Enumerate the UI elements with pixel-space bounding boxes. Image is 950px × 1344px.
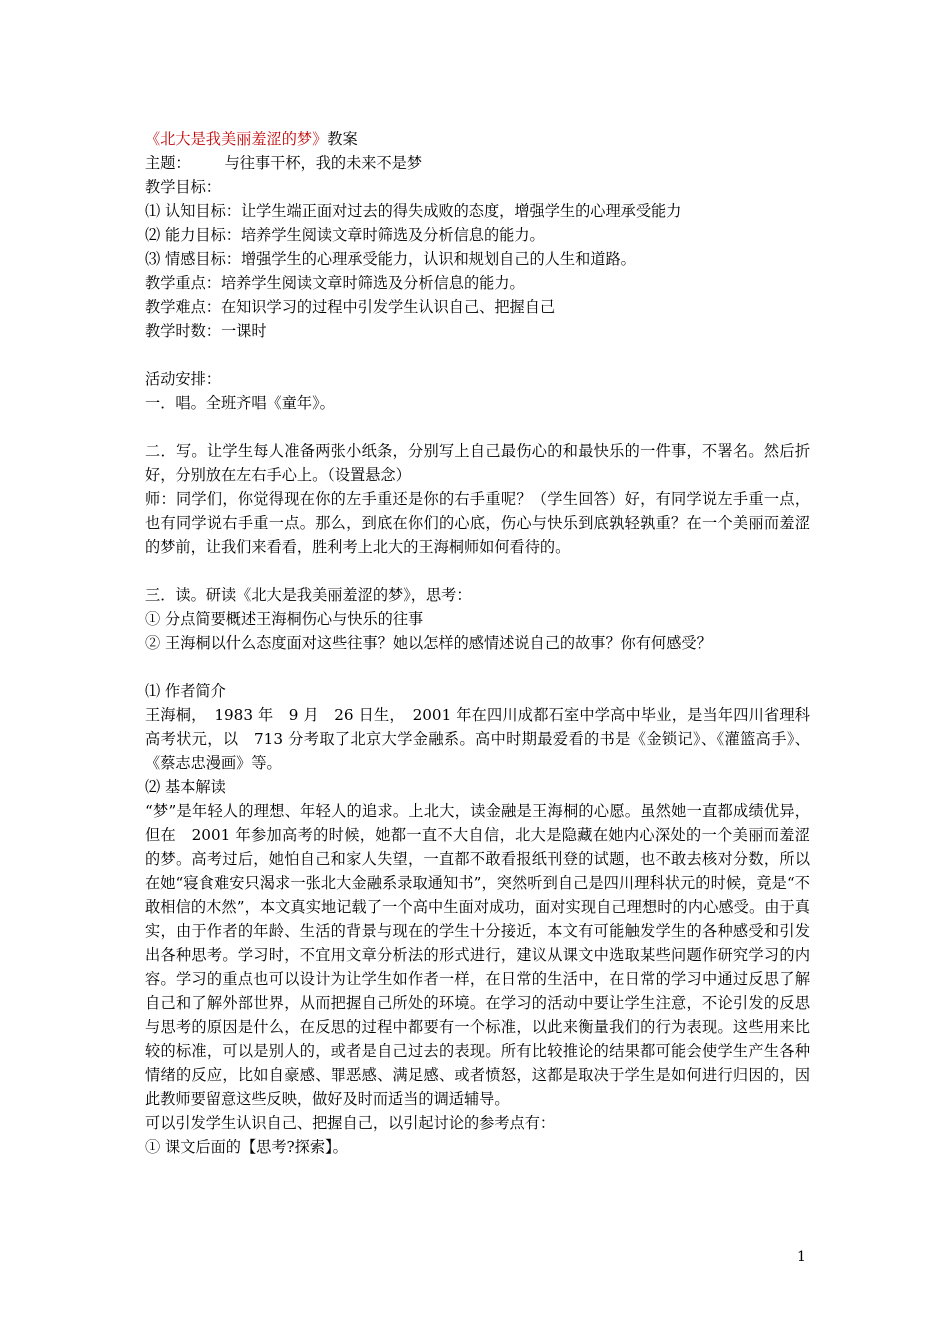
- activity-step-sing: 一．唱。全班齐唱《童年》。: [145, 394, 335, 412]
- discussion-intro: 可以引发学生认识自己、把握自己，以引起讨论的参考点有：: [145, 1114, 556, 1132]
- question-item-2: ② 王海桐以什么态度面对这些往事？她以怎样的感情述说自己的故事？你有何感受？: [145, 634, 712, 652]
- objective-ability: ⑵ 能力目标：培养学生阅读文章时筛选及分析信息的能力。: [145, 226, 545, 244]
- title-plain-text: 教案: [327, 130, 358, 148]
- spacer: [145, 415, 810, 439]
- objectives-heading: 教学目标：: [145, 178, 221, 196]
- activity-step-write: 二．写。让学生每人准备两张小纸条，分别写上自己最伤心的和最快乐的一件事，不署名。然后折好，分别放在左右手心上。（设置悬念）: [145, 442, 810, 484]
- reading-paragraph: “梦”是年轻人的理想、年轻人的追求。上北大，读金融是王海桐的心愿。虽然她一直都成绩优异，但在 2001 年参加高考的时候，她都一直不大自信，北大是隐藏在她内心深处的一个美丽而羞涩的梦。高考过后，她怕自己和家人失望，一直都不敢看报纸刊登的试题，也不敢去核对分数，所以在她“寝食难安只渴求一张北大金融系录取通知书”，突然听到自己是四川理科状元的时候，竟是“不敢相信的木然”，本文真实地记载了一个高中生面对成功，面对实现自己理想时的内心感受。由于真实，由于作者的年龄、生活的背景与现在的学生十分接近，本文有可能触发学生的各种感受和引发出各种思考。学习时，不宜用文章分析法的形式进行，建议从课文中选取某些问题作研究学习的内容。学习的重点也可以设计为让学生如作者一样，在日常的生活中，在日常的学习中通过反思了解自己和了解外部世界，从而把握自己所处的环境。在学习的活动中要让学生注意，不论引发的反思与思考的原因是什么，在反思的过程中都要有一个标准，以此来衡量我们的行为表现。这些用来比较的标准，可以是别人的，或者是自己过去的表现。所有比较推论的结果都可能会使学生产生各种情绪的反应，比如自豪感、罪恶感、满足感、或者愤怒，这都是取决于学生是如何进行归因的，因此教师要留意这些反映，做好及时而适当的调适辅导。: [145, 802, 810, 1108]
- activity-step-read: 三．读。研读《北大是我美丽羞涩的梦》，思考：: [145, 586, 472, 604]
- activities-heading: 活动安排：: [145, 370, 221, 388]
- teaching-difficulty: 教学难点：在知识学习的过程中引发学生认识自己、把握自己: [145, 298, 556, 316]
- teaching-key-point: 教学重点：培养学生阅读文章时筛选及分析信息的能力。: [145, 274, 525, 292]
- document-title: [145, 127, 810, 151]
- discussion-item-1: ① 课文后面的【思考?探索】。: [145, 1138, 348, 1156]
- spacer: [145, 559, 810, 583]
- theme-value: 与往事干杯，我的未来不是梦: [224, 154, 422, 172]
- teacher-dialogue: 师：同学们，你觉得现在你的左手重还是你的右手重呢？（学生回答）好，有同学说左手重一点，也有同学说右手重一点。那么，到底在你们的心底，伤心与快乐到底孰轻孰重？在一个美丽而羞涩的梦前，让我们来看看，胜利考上北大的王海桐师如何看待的。: [145, 490, 810, 556]
- objective-cognitive: ⑴ 认知目标：让学生端正面对过去的得失成败的态度，增强学生的心理承受能力: [145, 202, 682, 220]
- document-body: [145, 127, 810, 1159]
- objective-emotional: ⑶ 情感目标：增强学生的心理承受能力，认识和规划自己的人生和道路。: [145, 250, 636, 268]
- author-paragraph: 王海桐， 1983 年 9 月 26 日生， 2001 年在四川成都石室中学高中毕业，是当年四川省理科高考状元，以 713 分考取了北京大学金融系。高中时期最爱看的书是《金锁记》、《灌篮高手》、《蔡志忠漫画》等。: [145, 706, 810, 772]
- title-red-text: 《北大是我美丽羞涩的梦》: [145, 130, 328, 148]
- page-number: 1: [797, 1249, 806, 1265]
- author-heading: ⑴ 作者简介: [145, 682, 226, 700]
- question-item-1: ① 分点简要概述王海桐伤心与快乐的往事: [145, 610, 424, 628]
- spacer: [145, 343, 810, 367]
- theme-line: [145, 151, 810, 175]
- teaching-duration: 教学时数：一课时: [145, 322, 267, 340]
- theme-label: 主题：: [145, 154, 191, 172]
- reading-heading: ⑵ 基本解读: [145, 778, 226, 796]
- spacer: [145, 655, 810, 679]
